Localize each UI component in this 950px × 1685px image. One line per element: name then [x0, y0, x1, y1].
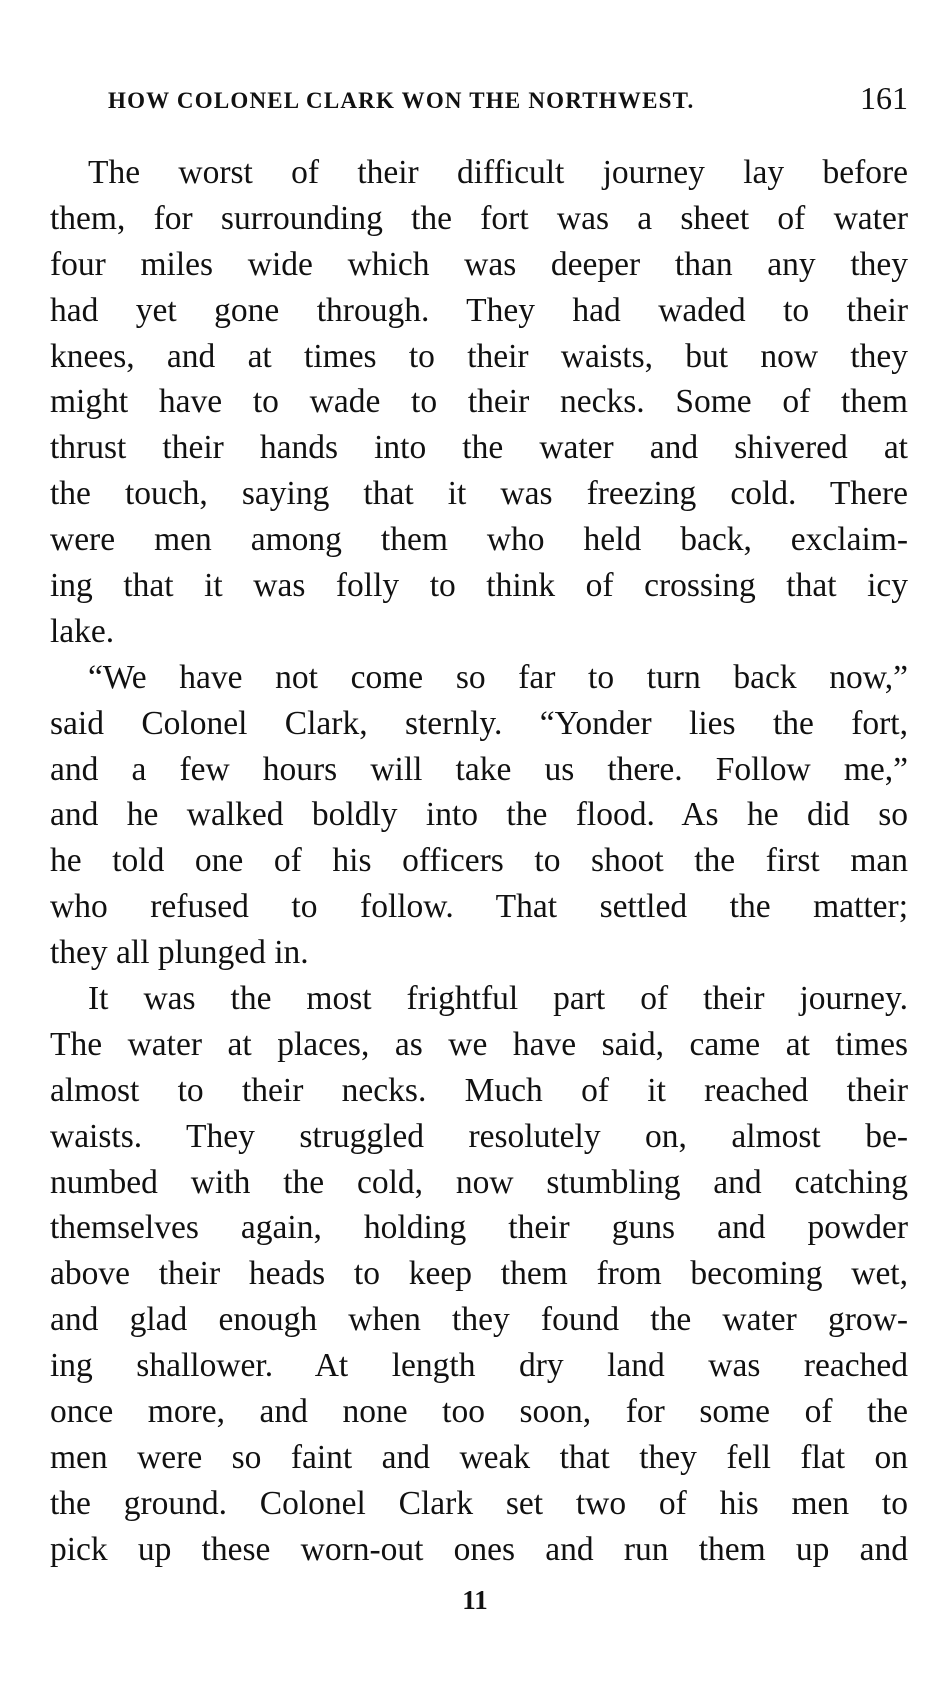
running-title: HOW COLONEL CLARK WON THE NORTHWEST.	[108, 88, 695, 113]
text-line: The worst of their difficult journey lay before	[88, 154, 908, 191]
body-text	[50, 150, 908, 1573]
text-line: four miles wide which was deeper than any they	[50, 245, 908, 283]
text-line: waists. They struggled resolutely on, almost be-	[50, 1117, 908, 1155]
text-line: he told one of his officers to shoot the first man	[50, 842, 908, 880]
paragraph-1	[50, 150, 908, 655]
text-line: numbed with the cold, now stumbling and catching	[50, 1163, 908, 1201]
text-line: said Colonel Clark, sternly. “Yonder lies the fort,	[50, 704, 908, 742]
paragraph-3	[50, 976, 908, 1573]
signature-mark: 11	[462, 1585, 488, 1615]
text-line: knees, and at times to their waists, but now they	[50, 337, 908, 375]
text-line: were men among them who held back, exclaim-	[50, 521, 908, 559]
text-line: the ground. Colonel Clark set two of his men to	[50, 1484, 908, 1522]
text-line: pick up these worn-out ones and run them up and	[50, 1530, 908, 1568]
text-line: almost to their necks. Much of it reached their	[50, 1071, 908, 1109]
text-line: The water at places, as we have said, came at times	[50, 1025, 908, 1063]
page-number: 161	[860, 80, 908, 116]
text-line: they all plunged in.	[50, 934, 309, 972]
text-line: themselves again, holding their guns and powder	[50, 1209, 908, 1247]
text-line: ing that it was folly to think of crossing that icy	[50, 567, 908, 605]
paragraph-2	[50, 655, 908, 976]
text-line: who refused to follow. That settled the matter;	[50, 888, 908, 926]
text-line: and he walked boldly into the flood. As he did so	[50, 796, 908, 834]
text-line: and a few hours will take us there. Follow me,”	[50, 750, 908, 788]
text-line: once more, and none too soon, for some of the	[50, 1393, 908, 1431]
text-line: them, for surrounding the fort was a sheet of water	[50, 199, 908, 237]
text-line: and glad enough when they found the water grow-	[50, 1301, 908, 1339]
text-line: lake.	[50, 612, 115, 650]
text-line: “We have not come so far to turn back now,”	[88, 658, 908, 696]
text-line: the touch, saying that it was freezing cold. There	[50, 475, 908, 513]
text-line: It was the most frightful part of their journey.	[88, 980, 908, 1018]
text-line: ing shallower. At length dry land was reached	[50, 1347, 908, 1385]
running-head	[108, 80, 908, 120]
text-line: above their heads to keep them from becoming wet,	[50, 1255, 908, 1293]
text-line: had yet gone through. They had waded to their	[50, 291, 908, 329]
text-line: might have to wade to their necks. Some of them	[50, 383, 908, 421]
text-line: men were so faint and weak that they fell flat on	[50, 1438, 908, 1476]
text-line: thrust their hands into the water and shivered at	[50, 429, 908, 467]
